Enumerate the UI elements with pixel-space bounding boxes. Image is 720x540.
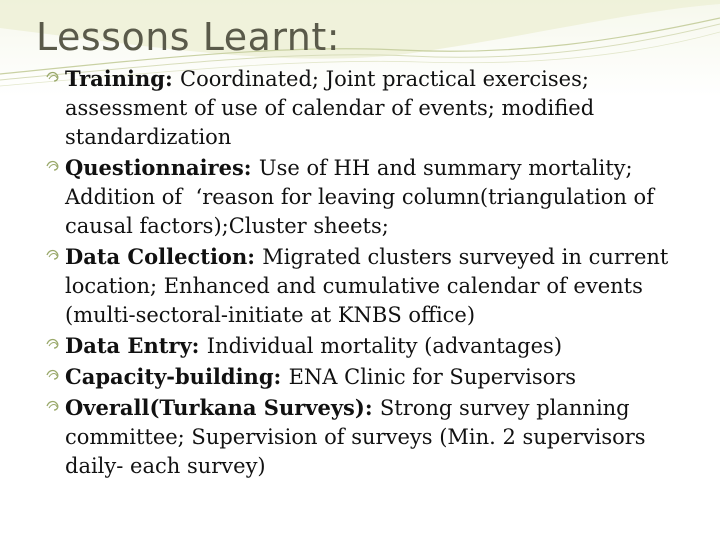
bullet-marker-icon [44,242,64,271]
bullet-heading: Capacity-building: [65,364,289,389]
bullet-heading: Questionnaires: [65,155,259,180]
bullet-heading: Data Collection: [65,244,263,269]
bullet-text: Use of HH and summary mortality; Addition of ‘reason for leaving column(triangulation of causal factors);Cluster sheets; [65,156,654,238]
bullet-text: Strong survey planning committee; Supervision of surveys (Min. 2 supervisors daily- each survey) [65,396,646,478]
bullet-heading: Training: [65,66,181,91]
bullet-item-capacity-building [44,362,694,392]
slide-title: Lessons Learnt: [36,15,341,59]
bullet-text: Individual mortality (advantages) [206,334,563,358]
bullet-marker-icon [44,331,64,360]
bullet-text: ENA Clinic for Supervisors [288,365,577,389]
bullet-text: Coordinated; Joint practical exercises; assessment of use of calendar of events; modified standardization [65,67,595,149]
bullet-marker-icon [44,64,64,93]
bullet-marker-icon [44,393,64,422]
bullet-heading: Overall(Turkana Surveys): [65,395,380,420]
bullet-list [44,64,694,482]
bullet-item-overall [44,393,694,481]
bullet-marker-icon [44,362,64,391]
bullet-marker-icon [44,153,64,182]
bullet-item-data-entry [44,331,694,361]
bullet-item-data-collection [44,242,694,330]
bullet-item-questionnaires [44,153,694,241]
bullet-item-training [44,64,694,152]
bullet-text: Migrated clusters surveyed in current location; Enhanced and cumulative calendar of events (multi-sectoral-initiate at KNBS office) [65,245,669,327]
bullet-heading: Data Entry: [65,333,207,358]
